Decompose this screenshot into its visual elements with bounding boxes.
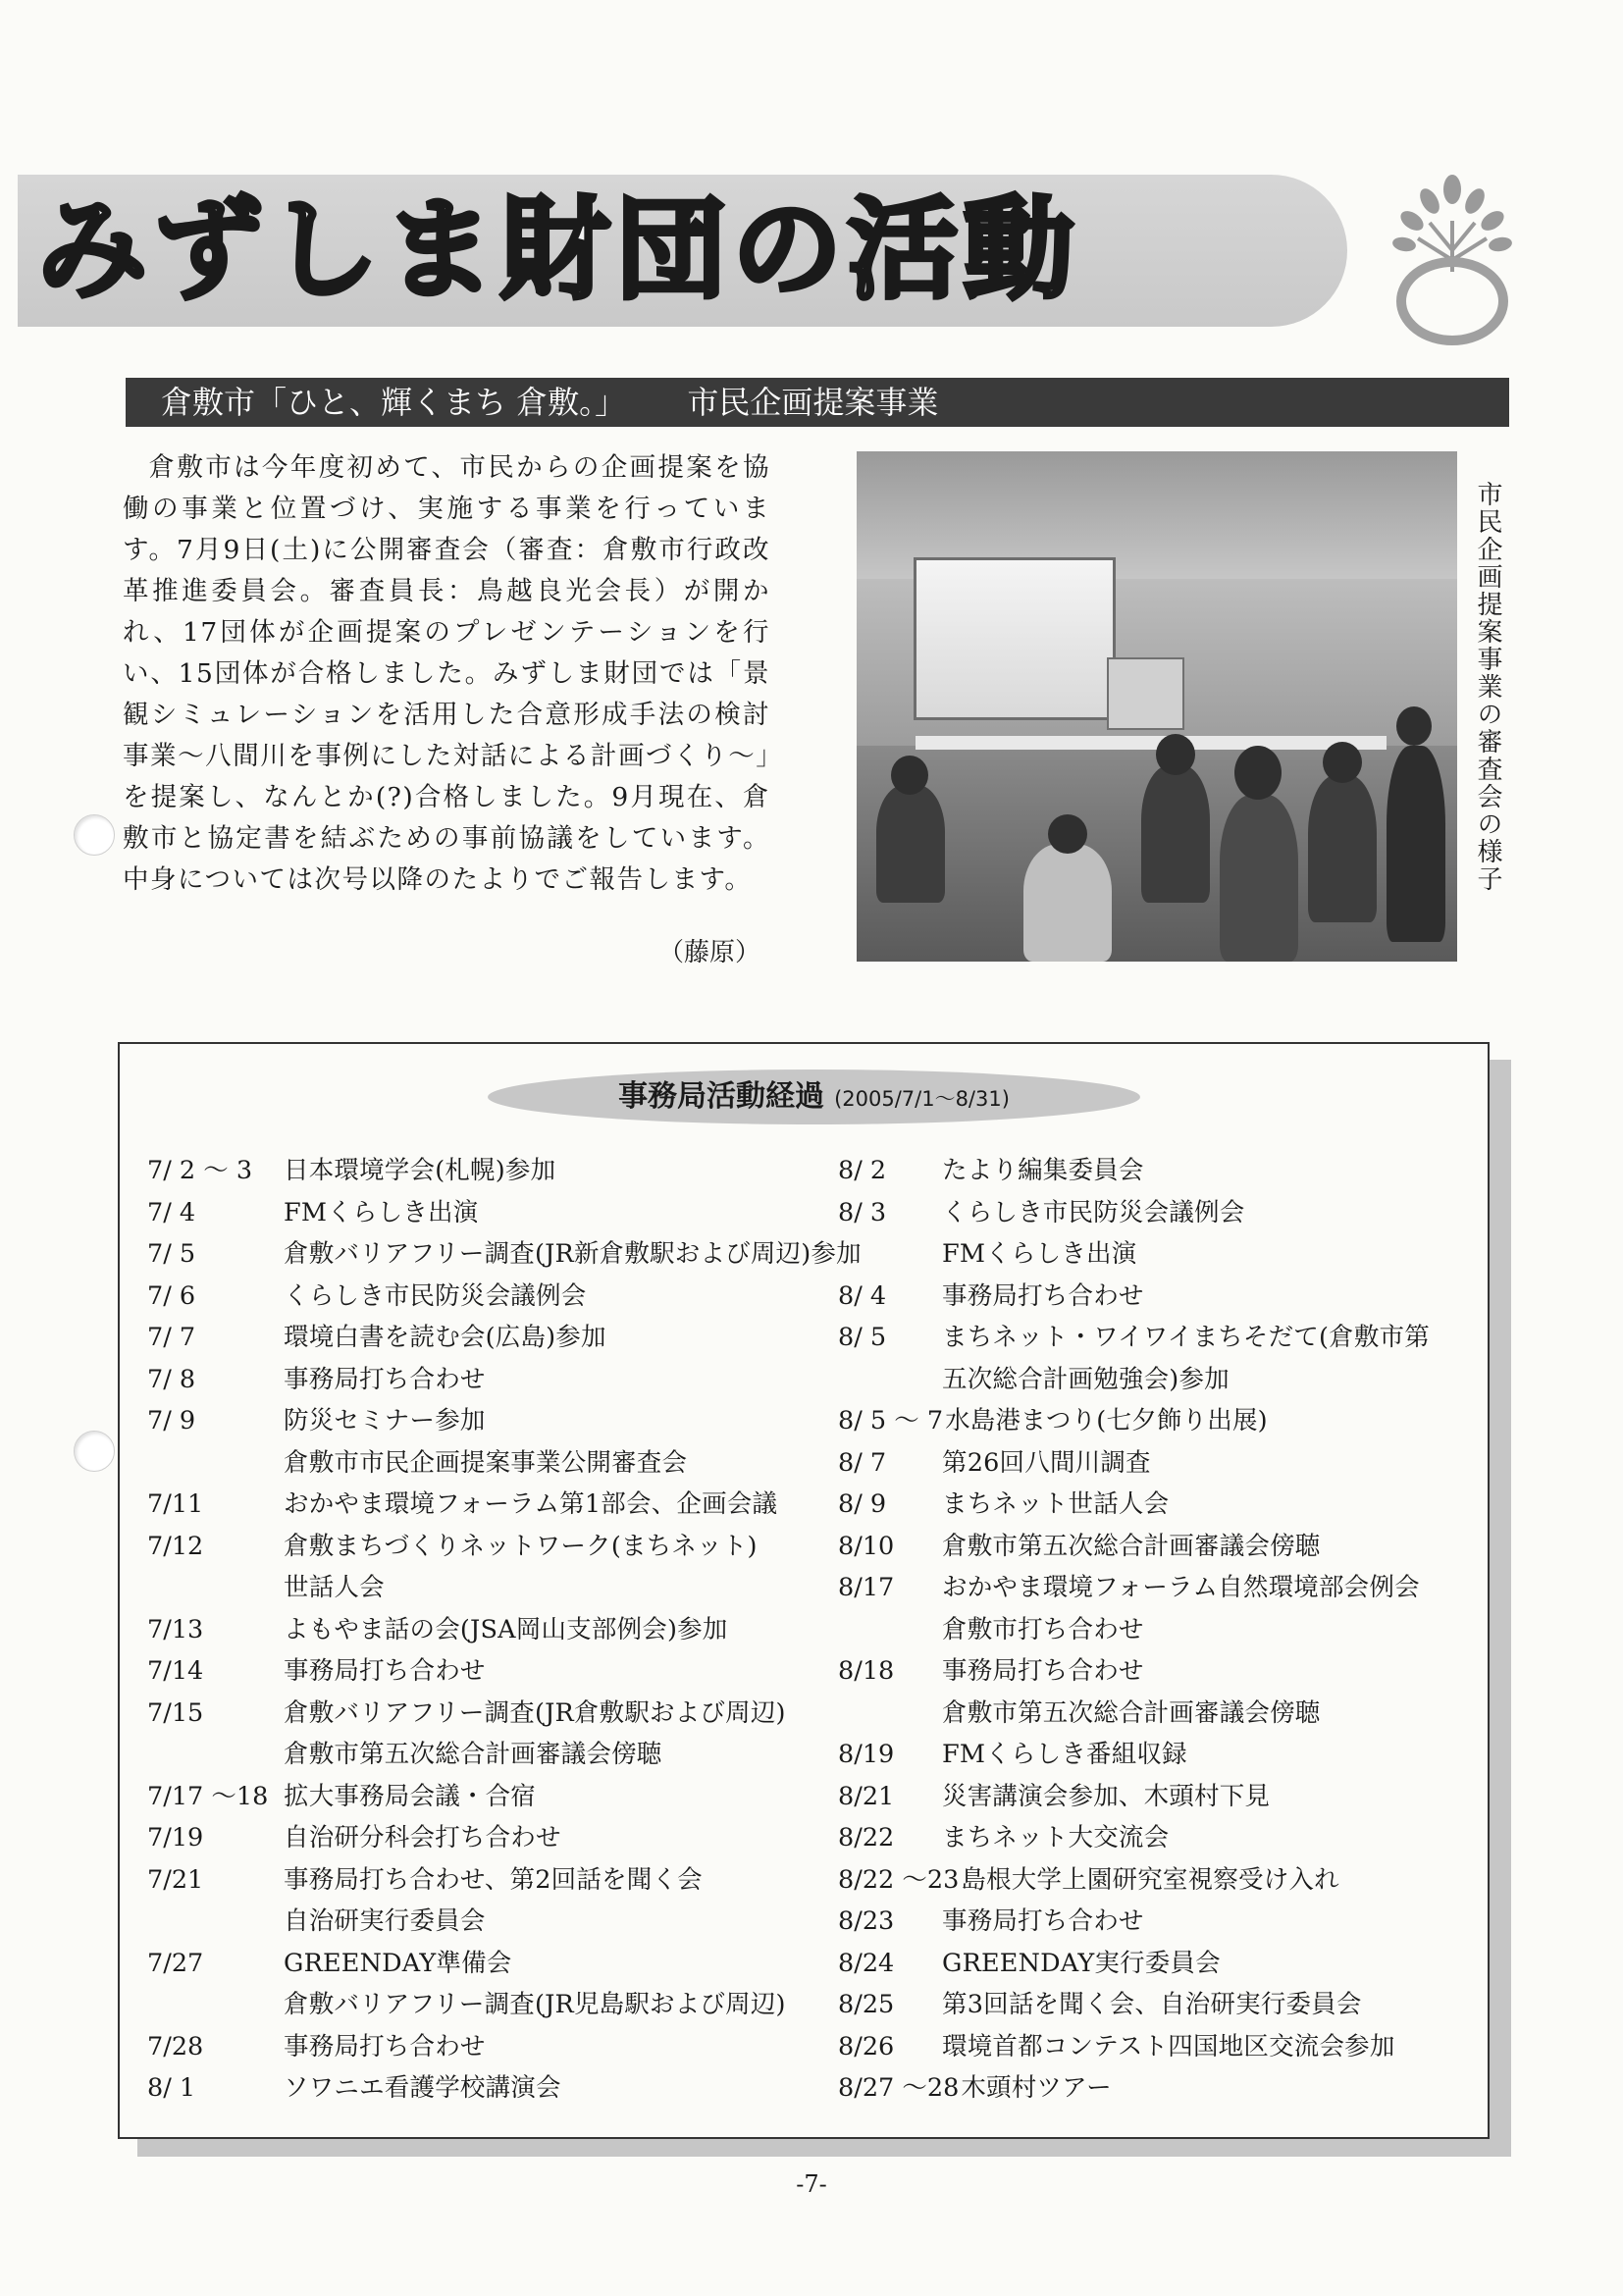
activity-entry — [826, 1484, 1489, 1526]
activity-entry — [826, 1650, 1489, 1693]
activity-entry — [131, 1734, 809, 1776]
activity-entry — [826, 1817, 1489, 1859]
activity-text: 倉敷市第五次総合計画審議会傍聴 — [284, 1740, 662, 1769]
activity-entry — [131, 2026, 809, 2068]
activity-entry — [131, 1567, 809, 1609]
activity-entry — [131, 1150, 809, 1192]
activity-entry — [826, 1233, 1489, 1276]
activity-date: 7/21 — [147, 1864, 204, 1895]
activity-date: 8/ 4 — [838, 1280, 887, 1311]
activity-date — [826, 1233, 942, 1276]
activity-date: 7/28 — [147, 2031, 204, 2061]
meeting-photo — [857, 451, 1457, 962]
activity-entry — [131, 1693, 809, 1735]
punch-hole-lower — [74, 1431, 115, 1472]
activity-entry — [826, 1567, 1489, 1609]
activity-text: 倉敷市打ち合わせ — [942, 1614, 1144, 1644]
activity-text: 世話人会 — [284, 1573, 385, 1602]
activity-entry — [826, 1359, 1489, 1401]
activity-text: 倉敷バリアフリー調査(JR児島駅および周辺) — [284, 1990, 786, 2019]
activity-text: 島根大学上園研究室視察受け入れ — [961, 1864, 1339, 1895]
activity-text: 五次総合計画勉強会)参加 — [942, 1364, 1230, 1394]
activity-date: 8/27 〜28 — [838, 2073, 960, 2103]
activity-date — [131, 1984, 284, 2026]
activity-date: 8/ 5 〜 7 — [838, 1406, 944, 1435]
article-body — [123, 447, 770, 901]
activity-date — [131, 1901, 284, 1943]
activity-date: 8/21 — [838, 1781, 895, 1811]
activity-date: 8/26 — [838, 2031, 895, 2061]
activity-entry — [131, 1650, 809, 1693]
activity-date — [131, 1567, 284, 1609]
activity-entry — [131, 1442, 809, 1485]
activity-date: 7/ 9 — [147, 1406, 196, 1435]
section-title-main: 倉敷市「ひと、輝くまち 倉敷。」 — [161, 384, 627, 421]
activity-date: 8/18 — [838, 1656, 895, 1686]
activity-entry — [131, 1943, 809, 1985]
activity-date: 8/ 7 — [838, 1447, 887, 1478]
activity-text: 事務局打ち合わせ — [284, 1364, 486, 1394]
activities-period: (2005/7/1〜8/31) — [834, 1087, 1010, 1111]
activity-entry — [826, 1317, 1489, 1359]
activity-entry — [131, 2067, 809, 2110]
activity-entry — [131, 1817, 809, 1859]
activity-date — [131, 1442, 284, 1485]
activities-left-column — [131, 1150, 862, 2110]
activity-date: 7/14 — [147, 1656, 204, 1686]
activity-text: 倉敷市第五次総合計画審議会傍聴 — [942, 1531, 1321, 1561]
activity-date: 7/11 — [147, 1489, 204, 1519]
activity-date: 8/19 — [838, 1740, 895, 1769]
activity-entry — [131, 1276, 809, 1318]
activity-date: 8/25 — [838, 1990, 895, 2019]
activity-text: FMくらしき出演 — [284, 1197, 479, 1227]
activity-date: 7/13 — [147, 1614, 204, 1644]
activity-text: 日本環境学会(札幌)参加 — [284, 1156, 556, 1185]
activity-text: 事務局打ち合わせ — [942, 1906, 1144, 1936]
activity-text: おかやま環境フォーラム第1部会、企画会議 — [284, 1489, 778, 1519]
activity-date: 8/22 — [838, 1823, 895, 1852]
activity-date: 8/ 1 — [147, 2073, 196, 2103]
activity-date: 7/12 — [147, 1531, 204, 1561]
activity-date: 7/ 4 — [147, 1197, 196, 1227]
activity-entry — [131, 1859, 809, 1902]
activity-entry — [131, 1359, 809, 1401]
foundation-logo-icon — [1379, 162, 1526, 348]
activity-entry — [131, 1484, 809, 1526]
activity-date: 8/17 — [838, 1573, 895, 1602]
activity-date: 7/17 〜18 — [147, 1781, 269, 1811]
activity-date: 7/19 — [147, 1823, 204, 1852]
activity-entry — [131, 1901, 809, 1943]
activities-right-column — [826, 1150, 1489, 2110]
activity-text: 自治研実行委員会 — [284, 1906, 486, 1936]
activity-entry — [826, 1943, 1489, 1985]
activity-text: 環境首都コンテスト四国地区交流会参加 — [942, 2031, 1395, 2061]
activity-text: 事務局打ち合わせ、第2回話を聞く会 — [284, 1864, 703, 1895]
activity-entry — [131, 1609, 809, 1651]
activity-text: 事務局打ち合わせ — [284, 2031, 486, 2061]
activity-entry — [131, 1233, 862, 1276]
activity-entry — [131, 1317, 809, 1359]
activity-text: 環境白書を読む会(広島)参加 — [284, 1323, 606, 1352]
activity-date: 8/24 — [838, 1948, 895, 1978]
activity-text: 倉敷市市民企画提案事業公開審査会 — [284, 1447, 688, 1478]
activity-entry — [826, 1693, 1489, 1735]
activity-date — [826, 1609, 942, 1651]
activities-box — [118, 1042, 1490, 2139]
activity-entry — [826, 1859, 1489, 1902]
activity-date: 8/10 — [838, 1531, 895, 1561]
activity-date: 8/ 2 — [838, 1156, 887, 1185]
activity-text: 自治研分科会打ち合わせ — [284, 1823, 561, 1852]
activity-entry — [826, 1901, 1489, 1943]
activity-entry — [826, 1442, 1489, 1485]
activity-date: 7/ 5 — [147, 1239, 196, 1269]
projector-screen — [914, 557, 1116, 720]
activity-text: 水島港まつり(七夕飾り出展) — [945, 1406, 1268, 1435]
activity-entry — [826, 1609, 1489, 1651]
activity-text: まちネット・ワイワイまちそだて(倉敷市第 — [942, 1323, 1430, 1352]
activity-text: まちネット大交流会 — [942, 1823, 1170, 1852]
activity-text: 防災セミナー参加 — [284, 1406, 486, 1435]
activity-date — [826, 1359, 942, 1401]
activity-text: おかやま環境フォーラム自然環境部会例会 — [942, 1573, 1420, 1602]
activity-date: 7/ 7 — [147, 1323, 196, 1352]
activity-text: 倉敷市第五次総合計画審議会傍聴 — [942, 1697, 1321, 1728]
activity-entry — [826, 1734, 1489, 1776]
activity-text: 倉敷まちづくりネットワーク(まちネット) — [284, 1531, 758, 1561]
page-number: -7- — [796, 2170, 827, 2198]
activity-text: よもやま話の会(JSA岡山支部例会)参加 — [284, 1614, 728, 1644]
punch-hole-upper — [74, 814, 115, 856]
activity-date: 8/22 〜23 — [838, 1864, 960, 1895]
activity-text: ソワニエ看護学校講演会 — [284, 2073, 561, 2103]
activity-text: 災害講演会参加、木頭村下見 — [942, 1781, 1271, 1811]
activity-text: 倉敷バリアフリー調査(JR新倉敷駅および周辺)参加 — [284, 1239, 862, 1269]
activity-entry — [826, 2026, 1489, 2068]
activity-text: まちネット世話人会 — [942, 1489, 1170, 1519]
activity-text: GREENDAY実行委員会 — [942, 1948, 1221, 1978]
activity-text: 事務局打ち合わせ — [284, 1656, 486, 1686]
activity-text: くらしき市民防災会議例会 — [284, 1280, 587, 1311]
activity-date: 7/ 6 — [147, 1280, 196, 1311]
activity-text: たより編集委員会 — [942, 1156, 1144, 1185]
activity-text: 第3回話を聞く会、自治研実行委員会 — [942, 1990, 1362, 2019]
activity-entry — [826, 1150, 1489, 1192]
activity-date: 8/ 5 — [838, 1323, 887, 1352]
activity-text: 木頭村ツアー — [961, 2073, 1112, 2103]
page-title: みずしま財団の活動 — [37, 186, 1079, 314]
activities-title: 事務局活動経過 — [618, 1079, 825, 1114]
title-banner — [18, 175, 1347, 327]
activity-text: 拡大事務局会議・合宿 — [284, 1781, 537, 1811]
activity-date — [826, 1693, 942, 1735]
activity-date — [131, 1734, 284, 1776]
activity-entry — [826, 1984, 1489, 2026]
activity-date: 8/ 3 — [838, 1197, 887, 1227]
section-title-sub: 市民企画提案事業 — [687, 384, 939, 421]
activity-entry — [131, 1400, 809, 1442]
article-paragraph: 倉敷市は今年度初めて、市民からの企画提案を協働の事業と位置づけ、実施する事業を行っています。7月9日(土)に公開審査会（審査：倉敷市行政改革推進委員会。審査員長：鳥越良光会長）が開かれ、17団体が企画提案のプレゼンテーションを行い、15団体が合格しました。みずしま財団では「景観シミュレーションを活用した合意形成手法の検討事業〜八間川を事例にした対話による計画づくり〜」を提案し、なんとか(?)合格しました。9月現在、倉敷市と協定書を結ぶための事前協議をしています。中身については次号以降のたよりでご報告します。 — [123, 452, 770, 895]
activity-entry — [826, 1776, 1489, 1818]
photo-caption: 市民企画提案事業の審査会の様子 — [1473, 481, 1502, 893]
activity-date: 7/ 8 — [147, 1364, 196, 1394]
activity-text: FMくらしき出演 — [942, 1239, 1137, 1269]
activity-entry — [131, 1984, 809, 2026]
activity-entry — [826, 1192, 1489, 1234]
activity-entry — [131, 1776, 809, 1818]
activity-text: くらしき市民防災会議例会 — [942, 1197, 1245, 1227]
activity-date: 8/23 — [838, 1906, 895, 1936]
activity-text: 事務局打ち合わせ — [942, 1656, 1144, 1686]
activities-heading — [488, 1070, 1140, 1124]
activity-entry — [131, 1192, 809, 1234]
activity-entry — [826, 2067, 1489, 2110]
activity-date: 7/ 2 〜 3 — [147, 1156, 253, 1185]
activity-date: 8/ 9 — [838, 1489, 887, 1519]
activity-text: GREENDAY準備会 — [284, 1948, 512, 1978]
activity-entry — [131, 1526, 809, 1568]
activity-entry — [826, 1400, 1489, 1442]
activity-text: 事務局打ち合わせ — [942, 1280, 1144, 1311]
activity-entry — [826, 1526, 1489, 1568]
article-author: （藤原） — [657, 938, 760, 967]
activity-text: 第26回八間川調査 — [942, 1447, 1151, 1478]
section-heading — [126, 378, 1509, 427]
activity-date: 7/27 — [147, 1948, 204, 1978]
activity-entry — [826, 1276, 1489, 1318]
activity-text: 倉敷バリアフリー調査(JR倉敷駅および周辺) — [284, 1697, 786, 1728]
activity-text: FMくらしき番組収録 — [942, 1740, 1187, 1769]
activity-date: 7/15 — [147, 1697, 204, 1728]
